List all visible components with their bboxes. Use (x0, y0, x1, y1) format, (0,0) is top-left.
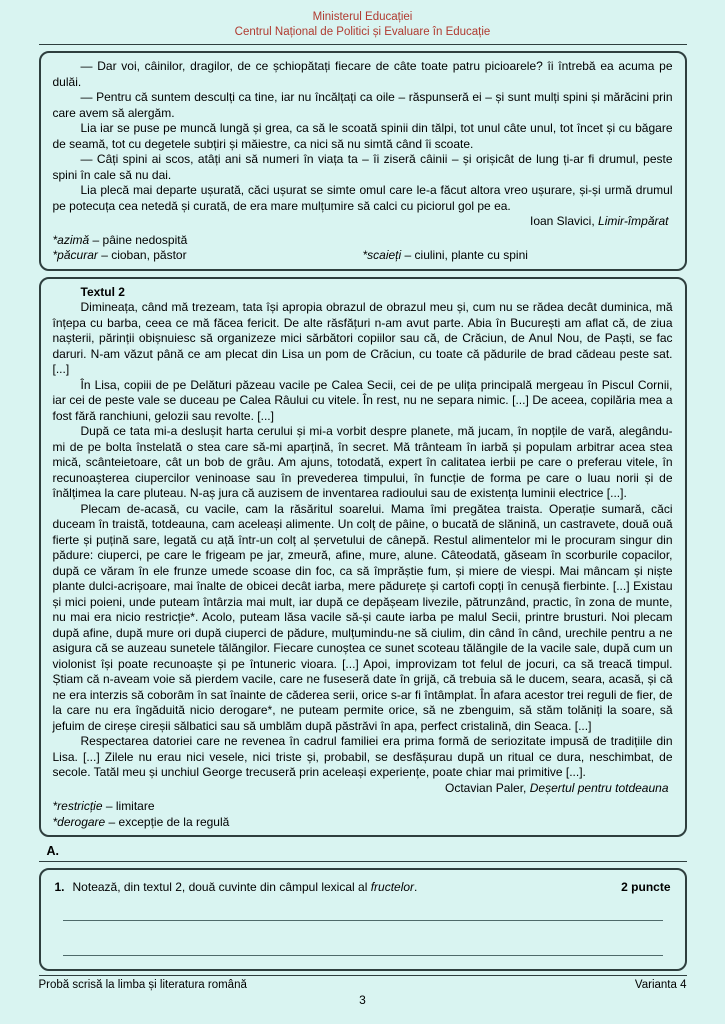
footnote-term: *restricție (52, 799, 103, 813)
footer-variant: Varianta 4 (634, 979, 687, 991)
footnote (53, 799, 673, 815)
text2-paragraph: Respectarea datoriei care ne revenea în cadrul familiei era prima formă de seriozitate impusă de tradițiile din Lisa. [...] Zilele nu erau nici vesele, nici triste și, probabil, se desfășurau după un ritual ce dura, neschimbat, de secole. Tatăl meu și unchiul George trecuseră prin aceleași experiențe, poate chiar mai primitive [...]. (52, 734, 673, 779)
text1-attribution (53, 214, 673, 230)
question-text-part: . (414, 880, 418, 894)
header-national-center: Centrul Național de Politici și Evaluare în Educație (234, 26, 491, 38)
header-divider (39, 44, 687, 45)
text1-paragraph: — Pentru că suntem desculți ca tine, iar nu încălțați ca oile – răspunseră ei – și sunt mulți spini și mărăcini prin care avem să alergăm. (52, 90, 673, 120)
question-italic-term: fructelor (370, 880, 415, 894)
text1-author: Ioan Slavici, (529, 214, 595, 228)
text2-paragraph: În Lisa, copiii de pe Delături păzeau vacile pe Calea Secii, cei de pe ulița principală mergeau în Piscul Cornii, iar cei de peste vale se duceau pe Calea Râului cu vitele. În rest, nu ne separa nimic. [...] De aceea, copilăria mea a fost fără ranchiuni, gelozii sau revolte. [...] (52, 377, 673, 423)
text2-attribution (53, 781, 673, 797)
section-a-label: A. (39, 840, 687, 862)
text1-paragraph: Lia iar se puse pe muncă lungă și grea, ca să le scoată spinii din tălpi, tot unul câte unul, tot încet și cu băgare de seamă, tot cu degetele subțiri și măiestre, ca nici să nu simtă când îi scoate. (52, 121, 673, 151)
text1-paragraph: — Dar voi, câinilor, dragilor, de ce șchiopătați fiecare de câte toate patru picioarele? îi întrebă ea acuma pe dulăi. (52, 59, 673, 89)
footnote-term: *păcurar (52, 248, 98, 262)
footnote-definition: – pâine nedospită (89, 232, 188, 247)
header-ministry: Ministerul Educației (312, 11, 413, 23)
footnote-definition: – excepție de la regulă (105, 814, 230, 829)
question-text-part: Notează, din textul 2, două cuvinte din câmpul lexical al (72, 880, 371, 894)
answer-line-1 (63, 920, 663, 921)
footnote-term: *azimă (52, 232, 90, 247)
page-content (39, 0, 687, 1007)
text2-paragraph: După ce tata mi-a deslușit harta cerului și mi-a vorbit despre planete, mă jucam, în nopțile de vară, alegându-mi de pe bolta înstelată o stea care să-mi aparțină, în secret. Mă trânteam în iarbă și populam arbitrar acea stea mică, scânteietoare, cât un bob de grâu. Am ajuns, totodată, expert în calitatea ierbii pe care o preferau vitele, în recunoașterea ciupercilor veninoase sau în prevederea timpului, în funcție de forma pe care o luau norii și de înălțimea la care pluteau. N-aș jura că auzisem de inventarea radioului sau de existența luminii electrice [...]. (52, 424, 673, 500)
footnote (53, 233, 673, 249)
text2-title: Textul 2 (80, 284, 125, 299)
document-header (39, 10, 687, 40)
footnote-term: *scaieți (362, 248, 402, 262)
text2-paragraph: Dimineața, când mă trezeam, tata își apropia obrazul de obrazul meu și, cum nu se rădea decât duminica, mă înțepa cu barba, ceea ce mă făcea fericit. De alte răsfățuri n-am avut parte. Abia în București am aflat că, de ziua nașterii, părinții obișnuiesc să organizeze mici sărbători copiilor sau că, de Crăciun, de Anul Nou, de Paști, se fac daruri. N-am văzut până ce am plecat din Lisa un pom de Crăciun, cu toate că pădurile de brad cădeau peste sat. [...] (52, 300, 673, 376)
text2-box (39, 277, 687, 838)
text1-paragraph: Lia plecă mai departe ușurată, căci ușurat se simte omul care le-a făcut altora vreo ușurare, și-și urmă drumul pe potecuța cea netedă și curată, de era mare mulțumire să calci cu piciorul gol pe ea. (52, 183, 673, 213)
text1-footnotes (53, 233, 673, 264)
footnote-row (53, 248, 673, 264)
question-1-row (55, 880, 671, 894)
footnote (363, 248, 673, 264)
text2-work-title: Deșertul pentru totdeauna (529, 780, 669, 795)
footnote (53, 815, 673, 831)
footnote-definition: – ciulini, plante cu spini (401, 248, 528, 262)
question-text (73, 880, 622, 894)
question-number: 1. (54, 880, 65, 894)
answer-line-2 (63, 955, 663, 956)
footnote-term: *derogare (52, 814, 106, 829)
text1-work-title: Limir-împărat (598, 214, 669, 228)
footnote-definition: – cioban, păstor (97, 248, 187, 262)
footer-exam-name: Probă scrisă la limba și literatura română (38, 979, 247, 991)
text1-paragraph: — Câți spini ai scos, atâți ani să numeri în viața ta – îi ziseră câinii – și orișicât de lung ți-ar fi drumul, peste spini în cale să nu dai. (52, 152, 673, 182)
text2-author: Octavian Paler, (445, 780, 527, 795)
question-1-box (39, 868, 687, 971)
footnote (53, 248, 363, 264)
text2-footnotes (53, 799, 673, 830)
question-points-badge: 2 puncte (621, 880, 671, 894)
text2-paragraph: Plecam de-acasă, cu vacile, cam la răsăritul soarelui. Mama îmi pregătea traista. Operație sumară, căci duceam în traistă, totdeauna, cam aceleași alimente. Un colț de pâine, o bucată de slănină, un castravete, două ouă fierte și puțină sare, legată cu ață într-un colț al șervetului de cânepă. Restul alimentelor mi le procuram singur din pădure: ciuperci, pe care le frigeam pe jar, zmeură, afine, mure, alune. Câteodată, găseam în scorburile copacilor, după ce văram în ele frunze umede scoase din foc, ca să împrăștie fum, și miere de viespi. Mai mâncam și niște plante dulci-acrișoare, mai înalte de obicei decât iarba, mere pădurețe și cartofi copți în cenușă fierbinte. [...] Existau și mici poieni, unde puteam întârzia mai mult, iar după ce depășeam livezile, pătrunzând, practic, în zona de munte, nu mai era nicio restricție*. Acolo, puteam lăsa vacile să-și caute iarba pe malul Secii, printre brusturi. Noi plecam după afine, după mure ori după ciuperci de pădure, mulțumindu-ne să ciulim, din când în când, urechile pentru a ne asigura că se auzeau sunetele tălăngilor. Fiecare cunoștea ce sunet scoteau tălăngile de la vacile sale, după cum un violonist își poate recunoaște și pe întuneric vioara. [...] Apoi, improvizam tot felul de jocuri, ca să treacă timpul. Știam că n-aveam voie să pierdem vacile, care ne fuseseră date în grijă, că trebuia să le ducem, seara, acasă, și că ne era interzis să coborâm în sat înainte de căderea serii, orice s-ar fi întâmplat. În afara acestor trei reguli de fier, de la care nu era îngăduită nicio derogare*, ne puteam permite orice, să ne zbenguim, să stăm tolăniți la soare, să jefuim de cireșe cireșii sălbatici sau să umblăm după păstrăvi în apa, perfect cristalină, din Seaca. [...] (52, 501, 673, 733)
page-number: 3 (359, 993, 366, 1007)
footnote-definition: – limitare (102, 799, 155, 813)
text1-box (39, 51, 687, 271)
document-footer (39, 976, 687, 991)
